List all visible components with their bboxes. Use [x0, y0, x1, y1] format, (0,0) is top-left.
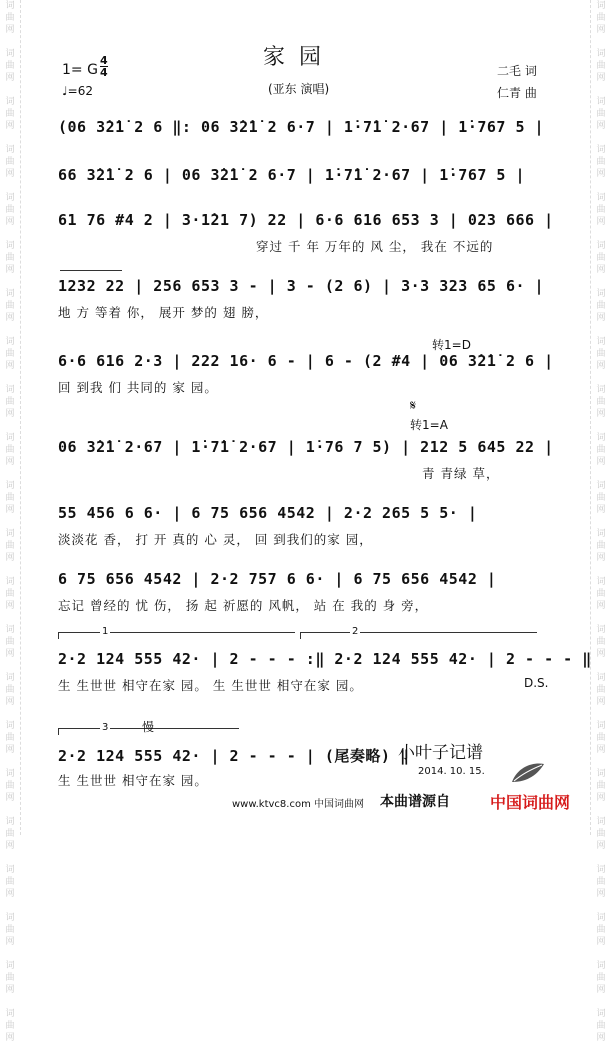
volta-1-label: 1: [102, 626, 109, 637]
score-line-3: 61 76 #4 2 | 3·1̇21 7) 22 | 6·6 616 653 3 | 023 666 |: [58, 211, 554, 229]
leaf-icon: [508, 760, 548, 786]
tempo: ♩=62: [62, 84, 93, 98]
source-label: 本曲谱源自: [380, 794, 450, 810]
lyrics-line-6: 青 青绿 草，: [422, 466, 500, 481]
ds-mark: D.S.: [524, 676, 549, 690]
scribe-date: 2014. 10. 15.: [418, 766, 485, 777]
slur: [60, 270, 122, 271]
score-line-2: 66 3̇2̇1̇ 2 6 | 06 3̇2̇1̇ 2 6·7 | 1̇·7̇1̇ 2·67 | 1̇·767 5 |: [58, 166, 526, 184]
tempo-slow: 慢: [142, 720, 155, 734]
score-line-6: 06 3̇2̇1̇ 2·67 | 1̇·7̇1̇ 2·67 | 1̇·76 7 5) | 212 5 645 22 |: [58, 438, 554, 456]
page-title: 家园: [263, 45, 336, 70]
lyrics-line-8: 忘记 曾经的 忧 伤， 扬 起 祈愿的 风帆， 站 在 我的 身 旁，: [58, 598, 429, 613]
score-line-1: (06 3̇2̇1̇ 2 6 ‖: 06 3̇2̇1̇ 2 6·7 | 1̇·7̇1̇ 2·67 | 1̇·767 5 |: [58, 118, 545, 136]
lyrics-line-3: 穿过 千 年 万年的 风 尘， 我在 不远的: [256, 239, 494, 254]
score-line-9: 2·2 124 555 42· | 2 - - - :‖ 2·2 124 555 42· | 2 - - - ‖: [58, 650, 592, 668]
lyrics-line-10: 生 生世世 相守在家 园。: [58, 773, 208, 788]
volta-2-label: 2: [352, 626, 359, 637]
volta-bracket-1: [58, 632, 295, 639]
volta-3-label: 3: [102, 722, 109, 733]
key-signature: 1= G: [62, 62, 98, 78]
singer: (亚东 演唱): [268, 82, 330, 96]
composer: 仁青 曲: [497, 86, 537, 100]
segno-icon: 𝄋: [410, 398, 417, 414]
score-line-5: 6·6 616 2·3 | 222 16· 6 - | 6 - (2 #4 | 06 3̇2̇1̇ 2 6 |: [58, 352, 554, 370]
lyrics-line-4: 地 方 等着 你， 展开 梦的 翅 膀，: [58, 305, 269, 320]
score-line-8: 6 75 656 4542 | 2·2 757 6 6· | 6 75 656 4542 |: [58, 570, 497, 588]
right-watermark: 词 曲 网 词 曲 网 词 曲 网 词 曲 网 词 曲 网 词 曲 网 词 曲 网 词 曲 网 词 曲 网 词 曲 网 词 曲 网 词 曲 网 词 曲 网 词 曲 网 词 曲 网 词 曲 网 词 曲 网 词 曲 网 词 曲 网 词 曲 网 词 曲 网 词 曲 网: [590, 0, 611, 835]
score-line-10: 2·2 124 555 42· | 2 - - - | (尾奏略) ‖: [58, 747, 410, 765]
lyrics-line-9: 生 生世世 相守在家 园。 生 生世世 相守在家 园。: [58, 678, 363, 693]
volta-bracket-2: [300, 632, 537, 639]
scribe-signature: 小叶子记谱: [398, 743, 483, 763]
modulation-d: 转1=D: [432, 338, 471, 352]
lyrics-line-5: 回 到我 们 共同的 家 园。: [58, 380, 218, 395]
time-sig-top: 4: [100, 54, 108, 67]
left-watermark: 词 曲 网 词 曲 网 词 曲 网 词 曲 网 词 曲 网 词 曲 网 词 曲 网 词 曲 网 词 曲 网 词 曲 网 词 曲 网 词 曲 网 词 曲 网 词 曲 网 词 曲 网 词 曲 网 词 曲 网 词 曲 网 词 曲 网 词 曲 网 词 曲 网 词 曲 网: [0, 0, 21, 835]
lyrics-line-7: 淡淡花 香， 打 开 真的 心 灵， 回 到我们的家 园，: [58, 532, 373, 547]
time-signature: [100, 55, 108, 78]
lyricist: 二毛 词: [497, 64, 537, 78]
score-line-4: 1232 22 | 256 653 3 - | 3 - (2 6) | 3·3 323 65 6· |: [58, 277, 545, 295]
brand-logo[interactable]: 中国词曲网: [490, 793, 571, 812]
score-line-7: 55 456 6 6· | 6 75 656 4542 | 2·2 265 5 5· |: [58, 504, 478, 522]
time-sig-bottom: 4: [100, 66, 108, 79]
site-url[interactable]: www.ktvc8.com 中国词曲网: [232, 799, 365, 810]
modulation-a: 转1=A: [410, 418, 448, 432]
